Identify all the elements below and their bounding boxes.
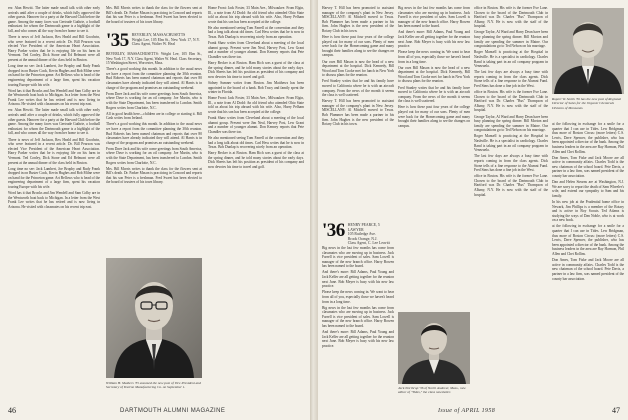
paragraph: There's a good working this month. In addition to the usual news we have a report from the committee planning the 30th reunion. Bud Roberts has been named chairman and reports that over 80 classmates have already indicated they will attend. Al Harris is in charge of the program and promises an outstanding weekend.: [106, 67, 202, 90]
paragraph: Dan and Helen Stearns are at Washington, N.J. We are sorry to report the death of Sam Wheeler's wife, and extend our sympathy to Sam and his family.: [552, 180, 624, 198]
paragraph: All in good health here—children are in college or starting it. Bill Cash writes from Ireland.: [106, 111, 202, 121]
photo-caption: Jack Northrup '36 of North Andover, Mass., new editor of "Tides," the class newsletter.: [398, 386, 466, 395]
page-number: 46: [8, 406, 16, 415]
paragraph: From Dave Jack and his wife come greetings from South America, where Dave is working for an oil company. Joe Martin, who is with the State Department, has been transferred to London. Smith Rogers writes from Charlotte, N.C.: [106, 91, 202, 110]
paragraph: ers: Alan Hewitt. The latter made small talk with other early arrivals until after a couple of drinks, which fully approved the other guests. Hanover for a party at the Harvard Club before the game. Among the many faces was Gertrude Guthrie, a football enthusiast for whom the Dartmouth game is a highlight of the fall, and who comes all the way from her home to see it.: [8, 6, 100, 33]
portrait-image: [552, 8, 624, 94]
paragraph: office in Boston. His wife is the former Eve Lane. Chosen to the board of the Dartmouth Club in Hartford was Dr. Charles "Bus" Thompson of Albany, N.Y. He is now with the staff of the hospital.: [474, 174, 548, 197]
left-column-2: [106, 52, 202, 252]
right-column-3: [474, 6, 548, 404]
portrait-photo-smith: [552, 8, 624, 94]
paragraph: And there's more: Bill Adams, Paul Young and Jack Keller are all getting together for the reunion next June. Bob Meyer is busy with his new law practice.: [322, 270, 394, 289]
paragraph: Please keep the news coming in. We want to hear from all of you, especially those we haven't heard from in a long time.: [322, 290, 394, 304]
paragraph: There's a good working this month. In addition to the usual news we have a report from the committee planning the 30th reunion. Bud Roberts has been named chairman and reports that over 80 classmates have already indicated they will attend. Al Harris is in charge of the program and promises an outstanding weekend.: [106, 122, 202, 145]
paragraph: George Taylor, Al Ward and Harry Dean have been busy planning the spring dinner. Bill Morton and family are spending the summer in Maine. Our congratulations go to Ted Nelson on his marriage.: [474, 30, 548, 49]
paragraph: Fred Stanley writes that he and his family have moved to California where he is with an aircraft company. From the news of the month it seems the class is well scattered.: [398, 85, 470, 104]
paragraph: There is news of Jeff Jackson, Rex Heald and Bill Goodwin, who were featured in a recent article. Dr. Bill Pearson was elected Vice President of the American Heart Association. Harry Parker writes that he is enjoying life on his farm in Vermont. Ted Conley, Dick Stone and Ed Belmont were all present at the annual dinner of the class held in Boston.: [8, 35, 100, 63]
paragraph: Don Ames, Tom Fiske and Jack Moore are all active in community affairs. Charles Todd is the new chairman of the school board. Pete Davis, a partner in a law firm, was named president of the county bar association.: [552, 155, 624, 179]
paragraph: Home Front: Jack Foster, 33 Main Ave., Milwaukee. From Elgin, Ill., a note from Al Dodd: An old friend who attended Ohio State told us about his trip abroad with his wife. Also, Harry Pelham wrote that his son has been accepted at the college.: [208, 96, 304, 114]
class-heading-35: [106, 32, 202, 49]
paragraph: In his new job at the Prudential home office in Newark, Jim Phillips is a member of the Rotary and is active in Boy Scouts. Ted Adams is studying the ways of Dan Noble, who is at work on a new book.: [552, 200, 624, 223]
gutter: [310, 0, 318, 420]
paragraph: Roger Mansell is practicing at the Hospital in Nashville. He is a specialist in cardiology. Charles Rand is taking part in an oil company program in Venezuela.: [474, 134, 548, 153]
portrait-image: [106, 258, 202, 378]
paragraph: Big news in the last few months has come from classmates who are moving up in business. Jack Farrell is vice president of sales. Sam Lowell is manager of the new branch office. Harry Bowen has been named to the board.: [322, 305, 394, 328]
portrait-photo-northrup: [398, 312, 470, 384]
paragraph: The last few days are always a busy time with reports coming in from the class agents. Dick Stone tells of a fine response to the Alumni Fund. Fred Sims has done a fine job in the West.: [474, 70, 548, 88]
paragraph: Word has it that Brooks and Jim Wendell and Sam Colby are in the Wentworth boat back to Michigan. In a letter from the West Frank Lee writes that he has retired and is now living in Arizona. He visited with classmates on his recent trip east.: [8, 88, 100, 107]
class-year: '35: [106, 30, 129, 51]
right-page: [318, 0, 628, 420]
portrait-image: [398, 312, 470, 384]
paragraph: There is news of Jeff Jackson, Rex Heald and Bill Goodwin, who were featured in a recent article. Dr. Bill Pearson was elected Vice President of the American Heart Association. Harry Parker writes that he is enjoying life on his farm in Vermont. Ted Conley, Dick Stone and Ed Belmont were all present at the annual dinner of the class held in Boston.: [8, 137, 100, 165]
right-column-1-bottom: [322, 246, 394, 402]
paragraph: Harry Becker is at Boston. Ham Rich was a guest of the class at the spring dinner, and he told many stories about the early days. Dick Sheets has left his position as president of his company and now devotes his time to travel and golf.: [208, 61, 304, 79]
paragraph: Roger Mansell is practicing at the Hospital in Nashville. He is a specialist in cardiology. Charles Rand is taking part in an oil company program in Venezuela.: [474, 50, 548, 69]
paragraph: at the following in exchange for a smile for a quarter that I can use in Tides. Lew Bridgman, thus more of Boston Circus: (more letters) C.S. Lewis, Dave Spencer, the publisher, who has been appointed a director of the bank. Among the business leaders in the area are Ray Harmon, Phil Allen and Chet Rollins.: [552, 122, 624, 154]
paragraph: Sidney Sumner writes from Boston. Jim Matthews has been appointed to the board of a bank. Bob Tracy and family spent the winter in Florida.: [208, 80, 304, 95]
paragraph: Long time no see: Jack Lambert, Joe Brophy and Rudy Frank dropped in on Buster Cook, Kevin Hughes and Bob Milne were on hand for the Princeton game. Art Bellows who is head of the engineering department of a large firm, spent his vacation touring Europe with his wife.: [8, 64, 100, 87]
paragraph: at the following in exchange for a smile for a quarter that I can use in Tides. Lew Bridgman, thus more of Boston Circus: (more letters) C.S. Lewis, Dave Spencer, the publisher, who has been appointed a director of the bank. Among the business leaders in the area are Ray Harmon, Phil Allen and Chet Rollins.: [552, 224, 624, 257]
right-column-2: [398, 6, 470, 306]
left-column-2-top: [106, 6, 202, 26]
paragraph: Frank Shaw writes from Cleveland about a meeting of the local alumni group. Present were Jim Neal, Harvey Post, Lew Grant and a number of younger alumni. Don Kenney reports that Pete Chandler was there too.: [208, 41, 304, 59]
paragraph: He also mentioned seeing Tom Farrell at the convention and they had a long talk about old times. Carl Hess writes that he is now in Texas. Bob Dunlap is recovering nicely from an operation.: [208, 25, 304, 40]
paragraph: Here is how these past four years of the college played out for many of our sons. Plenty of men were back for the Homecoming game and many brought their families along to see the changes on campus.: [322, 35, 394, 58]
right-column-1-top: [322, 6, 394, 216]
photo-caption: Rupert W. Smith '36 has the new post of Regional Director of Sales for the Organic Chemicals Division of Monsanto.: [552, 97, 622, 110]
right-column-4: [552, 122, 624, 404]
paragraph: Harvey T. Hill has been promoted to assistant manager of the company's plant in New Jersey. MISCELLANY: Al Mitchell moved to Texas. Bob Plummer has been made a partner in his firm. John Hughes is the new president of the Rotary Club in his town.: [322, 99, 394, 127]
paragraph: Here is how these past four years of the college played out for many of our sons. Plenty of men were back for the Homecoming game and many brought their families along to see the changes on campus.: [398, 105, 470, 128]
paragraph: Home Front: Jack Foster, 33 Main Ave., Milwaukee. From Elgin, Ill., a note from Al Dodd: An old friend who attended Ohio State told us about his trip abroad with his wife. Also, Harry Pelham wrote that his son has been accepted at the college.: [208, 6, 304, 24]
paragraph: office in Boston. His wife is the former Eve Lane. Chosen to the board of the Dartmouth Club in Hartford was Dr. Charles "Bus" Thompson of Albany, N.Y. He is now with the staff of the hospital.: [474, 90, 548, 113]
class-heading-36: [322, 222, 394, 246]
left-column-1: [8, 6, 100, 404]
paragraph: office in Boston. His wife is the former Eve Lane. Chosen to the board of the Dartmouth Club in Hartford was Dr. Charles "Bus" Thompson of Albany, N.Y. He is now with the staff of the hospital.: [474, 6, 548, 29]
paragraph: Frank Shaw writes from Cleveland about a meeting of the local alumni group. Present were Jim Neal, Harvey Post, Lew Grant and a number of younger alumni. Don Kenney reports that Pete Chandler was there too.: [208, 116, 304, 134]
paragraph: From Dave Jack and his wife come greetings from South America, where Dave is working for an oil company. Joe Martin, who is with the State Department, has been transferred to London. Smith Rogers writes from Charlotte, N.C.: [106, 146, 202, 165]
photo-caption: William H. Mathers '35 assumed the new post of Vice President and Secretary of Textron Manufacturing Co. on September 1.: [106, 381, 201, 390]
page-footer: DARTMOUTH ALUMNI MAGAZINE: [120, 408, 226, 414]
paragraph: ers: Alan Hewitt. The latter made small talk with other early arrivals until after a couple of drinks, which fully approved the other guests. Hanover for a party at the Harvard Club before the game. Among the many faces was Gertrude Guthrie, a football enthusiast for whom the Dartmouth game is a highlight of the fall, and who comes all the way from her home to see it.: [8, 108, 100, 136]
page-number: 47: [612, 406, 620, 415]
paragraph: Please keep the news coming in. We want to hear from all of you, especially those we haven't heard from in a long time.: [398, 50, 470, 64]
paragraph: Fred Stanley writes that he and his family have moved to California where he is with an aircraft company. From the news of the month it seems the class is well scattered.: [322, 79, 394, 98]
page-footer: Issue of APRIL 1958: [438, 408, 496, 414]
class-year: '36: [322, 220, 345, 241]
class-secretary-address: HENRY PEARCE, 5 LAWYER 105 Rutledge Ave. Brook Orange, N.J. Class Agent, C. Lee Leavitt: [347, 223, 390, 246]
left-column-3: [208, 6, 304, 404]
paragraph: And there's more: Bill Adams, Paul Young and Jack Keller are all getting together for the reunion next June. Bob Meyer is busy with his new law practice.: [398, 30, 470, 49]
paragraph: Our own Bill Mason is now the head of a new department at the hospital. Dick Kennedy, Bill Wood and Tom Cooke met for lunch in New York to discuss plans for the reunion.: [322, 59, 394, 78]
paragraph: Mrs. Bill Morris writes to thank the class for the flowers sent at Bill's death. Dr. Parker Mason is practicing in Concord and reports that his son Peter is a freshman. Fred Sweet has been elected to the board of trustees of his town library.: [106, 166, 202, 185]
paragraph: Big news in the last few months has come from classmates who are moving up in business. Jack Farrell is vice president of sales. Sam Lowell is manager of the new branch office. Harry Bowen has been named to the board.: [322, 246, 394, 269]
paragraph: Long time no see: Jack Lambert, Joe Brophy and Rudy Frank dropped in on Buster Cook, Kevin Hughes and Bob Milne were on hand for the Princeton game. Art Bellows who is head of the engineering department of a large firm, spent his vacation touring Europe with his wife.: [8, 166, 100, 189]
paragraph: BEVERLEY, MASSACHUSETTS: Wright Lee, 105 Elm St., New York 17, N.Y. Class Agent, Walter W. Heal. Class Secretary, 15 Washington Street, Worcester, Mass.: [106, 52, 202, 66]
paragraph: Don Ames, Tom Fiske and Jack Moore are all active in community affairs. Charles Todd is the new chairman of the school board. Pete Davis, a partner in a law firm, was named president of the county bar association.: [552, 258, 624, 281]
paragraph: Harvey T. Hill has been promoted to assistant manager of the company's plant in New Jersey. MISCELLANY: Al Mitchell moved to Texas. Bob Plummer has been made a partner in his firm. John Hughes is the new president of the Rotary Club in his town.: [322, 6, 394, 33]
paragraph: He also mentioned seeing Tom Farrell at the convention and they had a long talk about old times. Carl Hess writes that he is now in Texas. Bob Dunlap is recovering nicely from an operation.: [208, 135, 304, 150]
paragraph: Word has it that Brooks and Jim Wendell and Sam Colby are in the Wentworth boat back to Michigan. In a letter from the West Frank Lee writes that he has retired and is now living in Arizona. He visited with classmates on his recent trip east.: [8, 191, 100, 209]
class-secretary-address: BEVERLEY, MASSACHUSETTS Wright Lee, 105 Elm St., New York 17, N.Y. Class Agent, Walter W. Heal: [131, 33, 200, 47]
paragraph: Mrs. Bill Morris writes to thank the class for the flowers sent at Bill's death. Dr. Parker Mason is practicing in Concord and reports that his son Peter is a freshman. Fred Sweet has been elected to the board of trustees of his town library.: [106, 6, 202, 24]
portrait-photo-mathers: [106, 258, 202, 378]
paragraph: The last few days are always a busy time with reports coming in from the class agents. Dick Stone tells of a fine response to the Alumni Fund. Fred Sims has done a fine job in the West.: [474, 154, 548, 173]
paragraph: Our own Bill Mason is now the head of a new department at the hospital. Dick Kennedy, Bill Wood and Tom Cooke met for lunch in New York to discuss plans for the reunion.: [398, 65, 470, 84]
paragraph: George Taylor, Al Ward and Harry Dean have been busy planning the spring dinner. Bill Morton and family are spending the summer in Maine. Our congratulations go to Ted Nelson on his marriage.: [474, 114, 548, 133]
paragraph: Harry Becker is at Boston. Ham Rich was a guest of the class at the spring dinner, and he told many stories about the early days. Dick Sheets has left his position as president of his company and now devotes his time to travel and golf.: [208, 151, 304, 169]
paragraph: And there's more: Bill Adams, Paul Young and Jack Keller are all getting together for the reunion next June. Bob Meyer is busy with his new law practice.: [322, 330, 394, 348]
left-page: [0, 0, 310, 420]
paragraph: Big news in the last few months has come from classmates who are moving up in business. Jack Farrell is vice president of sales. Sam Lowell is manager of the new branch office. Harry Bowen has been named to the board.: [398, 6, 470, 29]
